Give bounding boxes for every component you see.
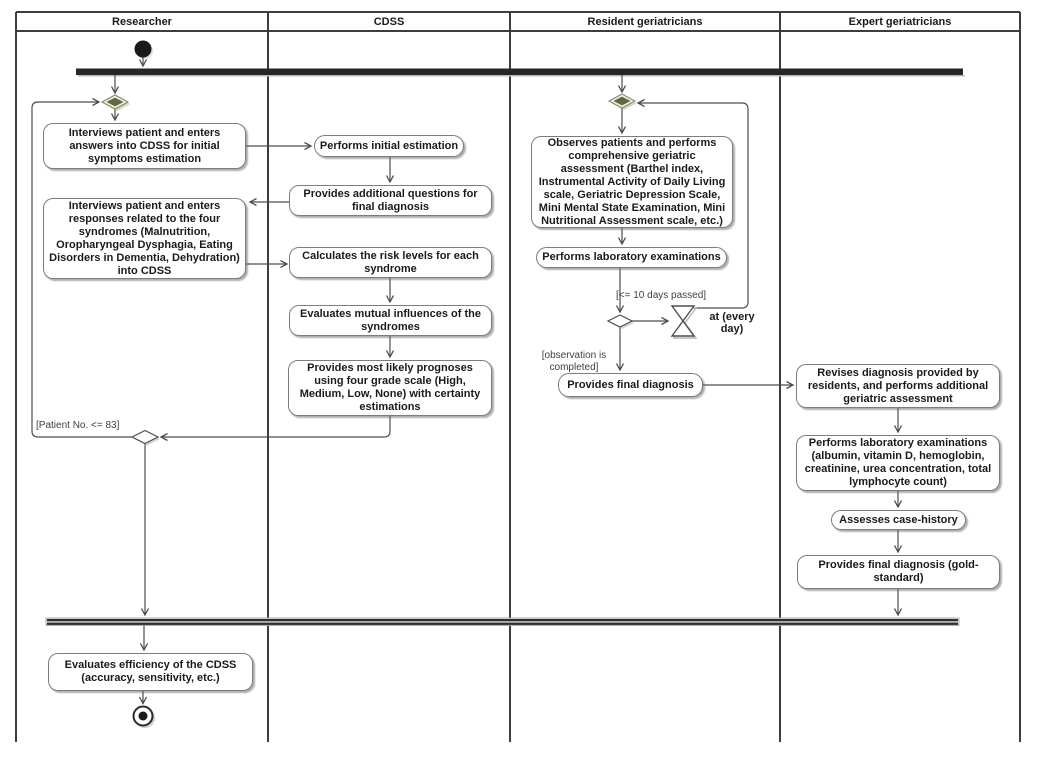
lane-header-resident-geriatricians: Resident geriatricians bbox=[587, 16, 703, 28]
decision-diamond-icon-observation bbox=[608, 315, 634, 329]
time-event-icon bbox=[672, 306, 696, 338]
activity-interviews-initial: Interviews patient and enters answers into CDSS for initial symptoms estimation bbox=[43, 123, 246, 169]
activity-prognoses: Provides most likely prognoses using four grade scale (High, Medium, Low, None) with certainty estimations bbox=[288, 360, 492, 416]
activity-initial-estimation: Performs initial estimation bbox=[314, 135, 464, 157]
final-node-icon bbox=[134, 707, 156, 729]
activity-mutual-influences: Evaluates mutual influences of the syndromes bbox=[289, 305, 492, 336]
initial-node-icon bbox=[135, 41, 154, 60]
decision-diamond-icon-patient-loop bbox=[132, 431, 160, 446]
activity-assesses-case-history: Assesses case-history bbox=[831, 510, 966, 530]
activity-risk-levels: Calculates the risk levels for each syndrome bbox=[289, 247, 492, 278]
merge-diamond-icon-researcher bbox=[102, 95, 130, 111]
guard-days-passed: [<= 10 days passed] bbox=[616, 290, 707, 301]
lane-header-cdss: CDSS bbox=[373, 16, 405, 28]
lane-header-researcher: Researcher bbox=[112, 16, 172, 28]
activity-additional-questions: Provides additional questions for final diagnosis bbox=[289, 185, 492, 216]
activity-interviews-syndromes: Interviews patient and enters responses related to the four syndromes (Malnutrition, Oropharyngeal Dysphagia, Eating Disorders in Dementia, Dehydration) into CDSS bbox=[43, 198, 246, 279]
time-event-label: at (every day) bbox=[709, 311, 755, 335]
activity-observes-patients: Observes patients and performs comprehensive geriatric assessment (Barthel index, Instrumental Activity of Daily Living scale, Geriatric Depression Scale, Mini Mental State Examination, Mini Nutritional Assessment scale, etc.) bbox=[531, 136, 733, 228]
lane-header-expert-geriatricians: Expert geriatricians bbox=[848, 16, 952, 28]
fork-bar bbox=[76, 69, 965, 77]
activity-resident-final-diagnosis: Provides final diagnosis bbox=[558, 373, 703, 397]
activity-resident-lab-examinations: Performs laboratory examinations bbox=[536, 247, 727, 268]
activity-expert-lab-examinations: Performs laboratory examinations (albumin, vitamin D, hemoglobin, creatinine, urea concentration, total lymphocyte count) bbox=[796, 435, 1000, 491]
guard-patient-loop: [Patient No. <= 83] bbox=[36, 420, 120, 431]
activity-gold-standard-diagnosis: Provides final diagnosis (gold-standard) bbox=[797, 555, 1000, 589]
guard-observation-completed: [observation is completed] bbox=[541, 350, 607, 373]
activity-evaluates-efficiency: Evaluates efficiency of the CDSS (accuracy, sensitivity, etc.) bbox=[48, 653, 253, 691]
join-bar bbox=[46, 618, 959, 626]
merge-diamond-icon-resident bbox=[609, 94, 637, 110]
activity-revises-diagnosis: Revises diagnosis provided by residents, and performs additional geriatric assessment bbox=[796, 364, 1000, 408]
